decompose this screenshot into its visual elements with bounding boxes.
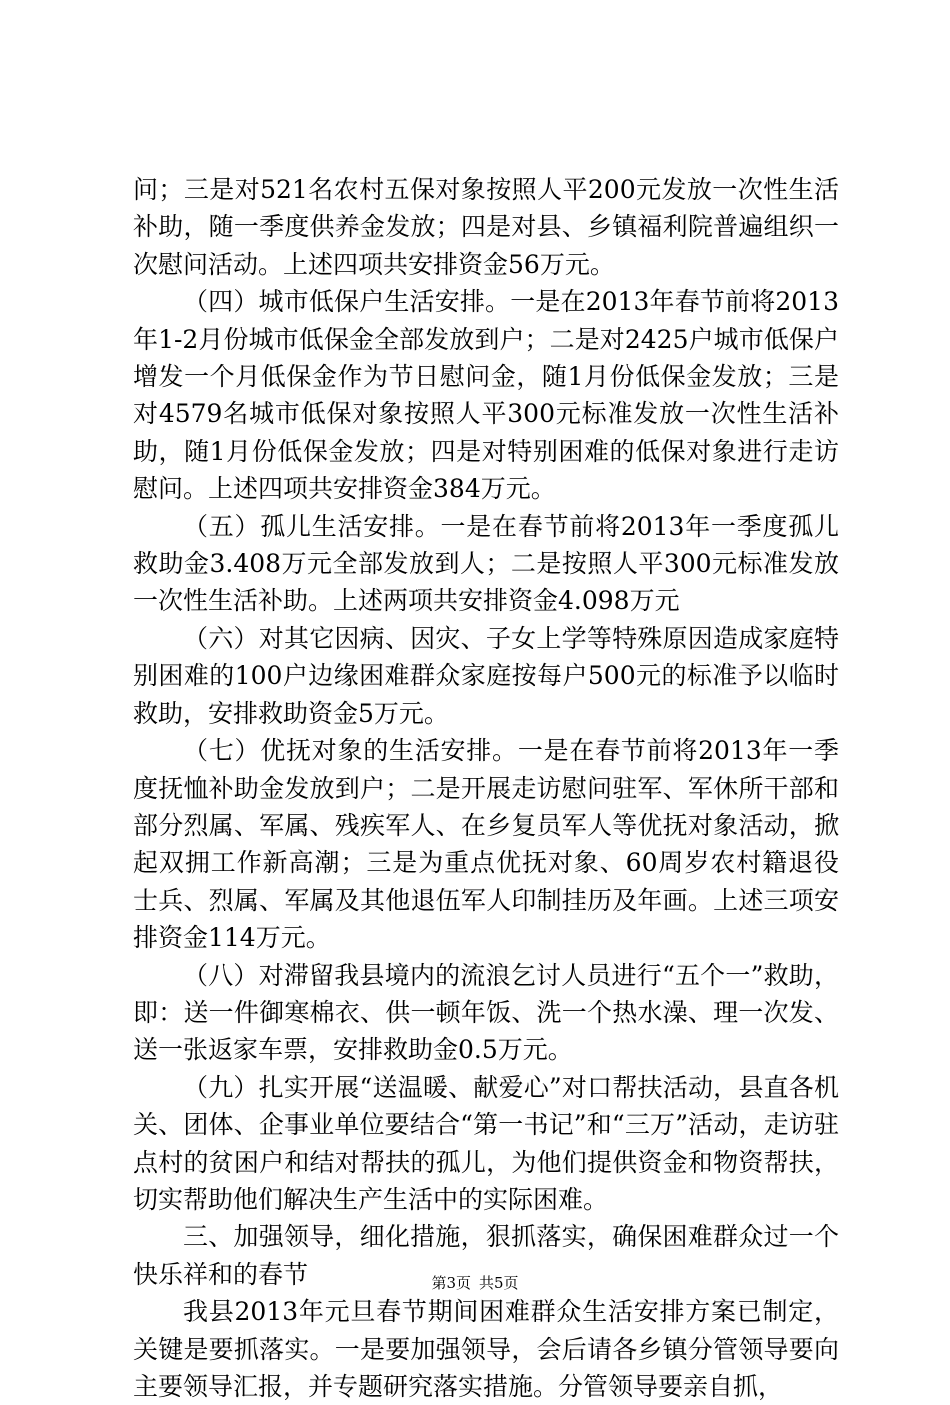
paragraph-1: 问；三是对521名农村五保对象按照人平200元发放一次性生活补助，随一季度供养金发放；四是对县、乡镇福利院普遍组织一次慰问活动。上述四项共安排资金56万元。: [133, 175, 839, 279]
paragraph-6: （八）对滞留我县境内的流浪乞讨人员进行“五个一”救助，即：送一件御寒棉衣、供一顿年饭、洗一个热水澡、理一次发、送一张返家车票，安排救助金0.5万元。: [133, 960, 839, 1065]
page-footer: [0, 1273, 950, 1293]
paragraph-8: 我县2013年元旦春节期间困难群众生活安排方案已制定，关键是要抓落实。一是要加强领导，会后请各乡镇分管领导要向主要领导汇报，并专题研究落实措施。分管领导要亲自抓，: [133, 1297, 839, 1401]
paragraph-5: （七）优抚对象的生活安排。一是在春节前将2013年一季度抚恤补助金发放到户；二是开展走访慰问驻军、军休所干部和部分烈属、军属、残疾军人、在乡复员军人等优抚对象活动，掀起双拥工作新高潮；三是为重点优抚对象、60周岁农村籍退役士兵、烈属、军属及其他退伍军人印制挂历及年画。上述三项安排资金114万元。: [133, 736, 839, 953]
paragraph-3: （五）孤儿生活安排。一是在春节前将2013年一季度孤儿救助金3.408万元全部发放到人；二是按照人平300元标准发放一次性生活补助。上述两项共安排资金4.098万元: [133, 511, 839, 616]
page-total: 共5页: [479, 1274, 519, 1292]
document-body: [133, 171, 839, 1405]
paragraph-7: （九）扎实开展“送温暖、献爱心”对口帮扶活动，县直各机关、团体、企事业单位要结合“第一书记”和“三万”活动，走访驻点村的贫困户和结对帮扶的孤儿，为他们提供资金和物资帮扶，切实帮助他们解决生产生活中的实际困难。: [133, 1072, 839, 1214]
paragraph-2: （四）城市低保户生活安排。一是在2013年春节前将2013年1-2月份城市低保金全部发放到户；二是对2425户城市低保户增发一个月低保金作为节日慰问金，随1月份低保金发放；三是对4579名城市低保对象按照人平300元标准发放一次性生活补助，随1月份低保金发放；四是对特别困难的低保对象进行走访慰问。上述四项共安排资金384万元。: [133, 287, 839, 504]
page-number: 第3页: [431, 1274, 471, 1292]
paragraph-4: （六）对其它因病、因灾、子女上学等特殊原因造成家庭特别困难的100户边缘困难群众家庭按每户500元的标准予以临时救助，安排救助资金5万元。: [133, 623, 839, 728]
section-heading-3: 三、加强领导，细化措施，狠抓落实，确保困难群众过一个快乐祥和的春节: [133, 1222, 839, 1289]
